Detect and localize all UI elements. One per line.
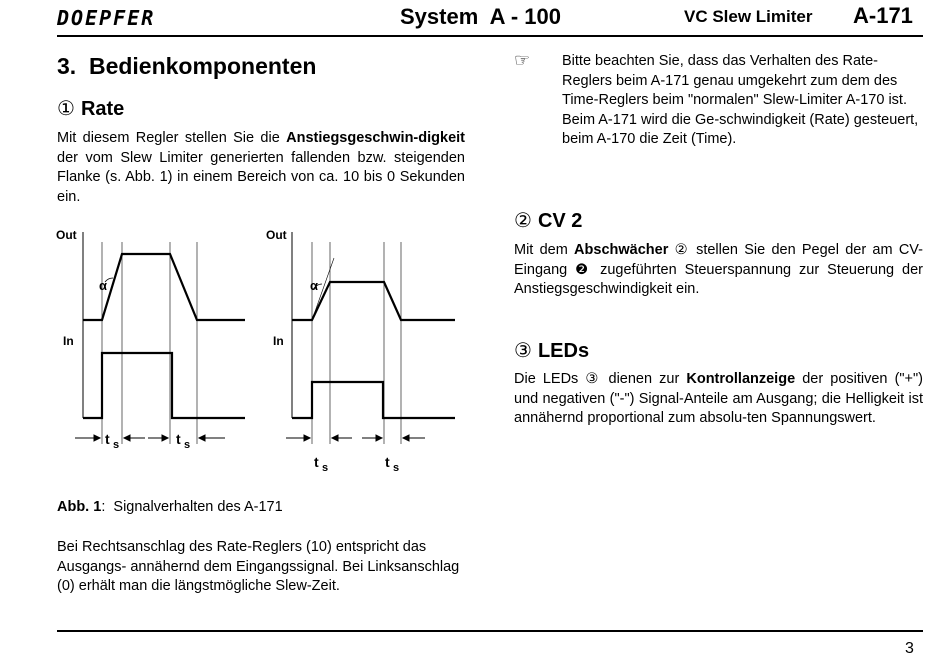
rate-paragraph bbox=[57, 129, 465, 207]
right-alpha: α bbox=[310, 278, 318, 293]
left-ts-1: t bbox=[105, 431, 110, 447]
leds-number: ③ bbox=[514, 340, 532, 362]
rate-title: Rate bbox=[80, 98, 125, 120]
header-rule bbox=[57, 35, 923, 37]
diagram-right bbox=[286, 232, 455, 444]
right-ts-2: t bbox=[385, 454, 390, 470]
rate-text-2: der vom Slew Limiter generierten fallenden bzw. steigenden Flanke (s. Abb. 1) in einem Bereich von ca. 10 bis 0 Sekunden ein. bbox=[57, 149, 465, 205]
right-arrowhead-1 bbox=[304, 435, 310, 441]
rate-text-bold: Anstiegsgeschwin-digkeit bbox=[286, 130, 465, 146]
caption-label: Abb. 1 bbox=[57, 499, 102, 515]
system-title: System A - 100 bbox=[400, 4, 562, 29]
right-ts-2-sub: s bbox=[393, 462, 400, 474]
leds-text-1: Die LEDs ③ dienen zur bbox=[514, 371, 687, 387]
leds-text-bold: Kontrollanzeige bbox=[686, 371, 796, 387]
cv2-title: CV 2 bbox=[537, 210, 583, 232]
leds-title: LEDs bbox=[537, 340, 590, 362]
left-arrowhead-1 bbox=[94, 435, 100, 441]
right-arrowhead-3 bbox=[376, 435, 382, 441]
left-out-wave bbox=[83, 254, 245, 320]
leds-paragraph bbox=[514, 370, 923, 429]
left-arrowhead-2 bbox=[124, 435, 130, 441]
figure-caption bbox=[57, 499, 283, 515]
left-alpha: α bbox=[99, 278, 107, 293]
footer-rule bbox=[57, 630, 923, 632]
cv2-heading bbox=[514, 208, 582, 233]
leds-heading bbox=[514, 338, 589, 363]
left-in-label: In bbox=[63, 334, 74, 348]
note-paragraph: Bitte beachten Sie, dass das Verhalten des Rate-Reglers beim A-171 genau umgekehrt zum dem des Time-Reglers beim "normalen" Slew-Limiter A-170 ist. Beim A-171 wird die Ge-schwindigkeit (Rate) gesteuert, beim A-170 die Zeit (Time). bbox=[562, 53, 919, 147]
leds-text-2: der positiven ("+") und negativen ("-") Signal-Anteile am Ausgang; die Helligkeit ist annähernd proportional zum absolu-ten Spannungswert. bbox=[514, 371, 923, 426]
diagram-left bbox=[75, 232, 245, 444]
pointing-hand-icon: ☞ bbox=[514, 50, 531, 70]
rate-text-1: Mit diesem Regler stellen Sie die bbox=[57, 130, 287, 146]
left-arrowhead-3 bbox=[162, 435, 168, 441]
rate-heading bbox=[57, 96, 124, 121]
module-code: A-171 bbox=[853, 3, 913, 28]
cv2-text-1: Mit dem bbox=[514, 242, 575, 258]
right-arrowhead-4 bbox=[403, 435, 409, 441]
left-arrowhead-4 bbox=[199, 435, 205, 441]
right-in-wave bbox=[292, 382, 455, 418]
page-number: 3 bbox=[905, 640, 914, 657]
signal-diagram bbox=[55, 222, 475, 482]
doepfer-logo: DOEPFER bbox=[57, 6, 156, 30]
left-ts-2: t bbox=[176, 431, 181, 447]
cv2-number: ② bbox=[514, 210, 532, 232]
left-ts-1-sub: s bbox=[113, 439, 120, 451]
right-out-label: Out bbox=[266, 228, 287, 242]
cv2-text-bold: Abschwächer bbox=[574, 242, 669, 258]
right-ts-1-sub: s bbox=[322, 462, 329, 474]
module-name: VC Slew Limiter bbox=[684, 7, 813, 26]
caption-text: : Signalverhalten des A-171 bbox=[101, 499, 283, 515]
left-out-label: Out bbox=[56, 228, 77, 242]
cv2-text-2: ② stellen Sie den Pegel der am CV-Eingang ❷ zugeführten Steuerspannung zur Steuerung der Anstiegsgeschwindigkeit ein. bbox=[514, 242, 923, 297]
right-arrowhead-2 bbox=[332, 435, 338, 441]
cv2-paragraph bbox=[514, 241, 923, 300]
rate-note-paragraph: Bei Rechtsanschlag des Rate-Reglers (10) entspricht das Ausgangs- annähernd dem Eingangssignal. Bei Linksanschlag (0) erhält man die längstmögliche Slew-Zeit. bbox=[57, 539, 460, 594]
right-in-label: In bbox=[273, 334, 284, 348]
rate-number: ① bbox=[57, 98, 75, 120]
left-in-wave bbox=[83, 353, 245, 418]
right-ts-1: t bbox=[314, 454, 319, 470]
section-title: 3. Bedienkomponenten bbox=[57, 53, 317, 79]
left-ts-2-sub: s bbox=[184, 439, 191, 451]
